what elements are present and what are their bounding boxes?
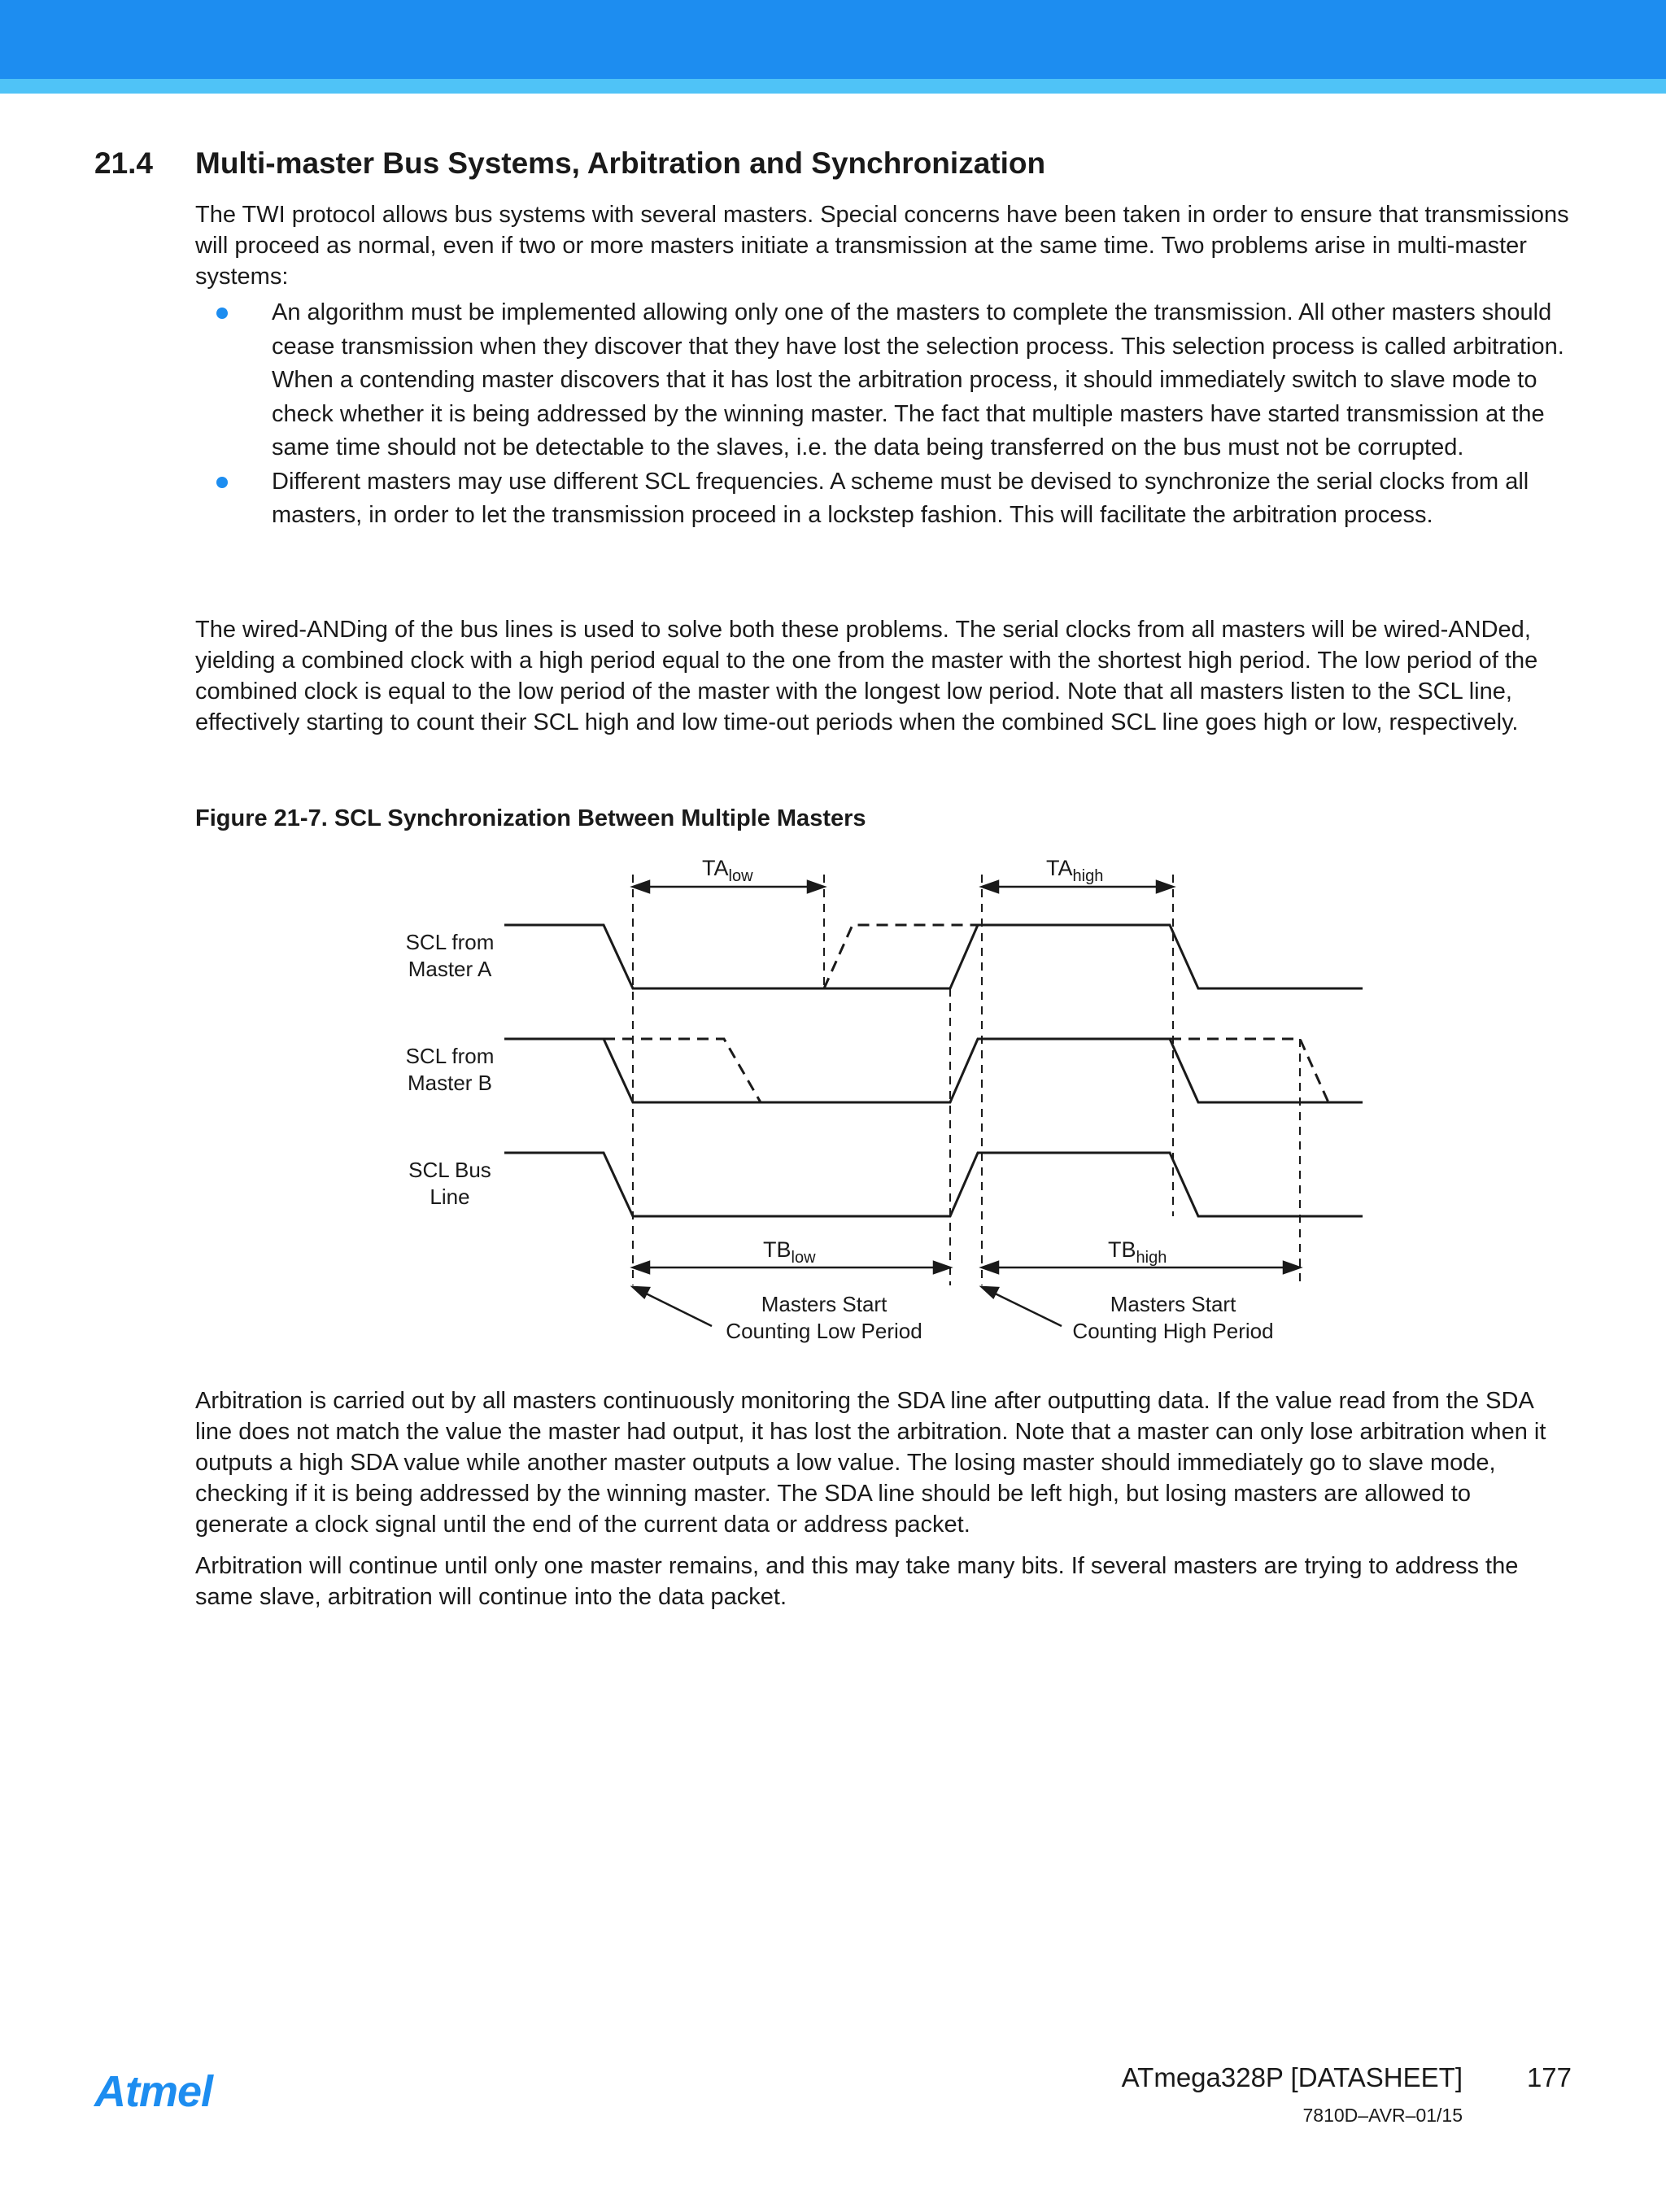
annot-low-line2: Counting Low Period — [726, 1319, 922, 1343]
signal-label: Line — [430, 1185, 470, 1209]
section-heading — [94, 146, 1045, 181]
figure-caption: Figure 21-7. SCL Synchronization Between Multiple Masters — [195, 805, 866, 831]
ta-low-arrow-left — [633, 881, 649, 892]
bullet-icon — [216, 477, 228, 488]
list-item-text: An algorithm must be implemented allowing only one of the masters to complete the transmission. All other masters should cease transmission when they discover that they have lost the selection process. This selection process is called arbitration. When a contending master discovers that it has lost the arbitration process, it should immediately switch to slave mode to check whether it is being addressed by the winning master. The fact that multiple masters have started transmission at the same time should not be detectable to the slaves, i.e. the data being transferred on the bus must not be corrupted. — [272, 299, 1564, 460]
footer-doc-code: 7810D–AVR–01/15 — [1302, 2105, 1463, 2126]
signal-label: Master A — [408, 957, 492, 981]
header-stripe — [0, 79, 1666, 94]
annot-high-arrowhead — [982, 1287, 998, 1298]
annot-high-line2: Counting High Period — [1072, 1319, 1274, 1343]
annot-high-line1: Masters Start — [1110, 1292, 1236, 1316]
atmel-logo: Atmel — [94, 2067, 213, 2116]
tb-low-arrow-right — [934, 1262, 950, 1273]
ta-low-label: $TA_{low}$ — [702, 856, 753, 885]
annot-low-line1: Masters Start — [761, 1292, 888, 1316]
ta-high-arrow-left — [982, 881, 998, 892]
scl-sync-timing-diagram — [390, 846, 1383, 1359]
tb-low-label: $TB_{low}$ — [763, 1237, 816, 1267]
footer-page-number: 177 — [1526, 2062, 1572, 2092]
arbitration-paragraph-2: Arbitration will continue until only one master remains, and this may take many bits. If several masters are trying to address the same slave, arbitration will continue into the data packet. — [195, 1553, 1519, 1610]
signal-label: SCL from — [405, 1044, 495, 1068]
signal-label: Master B — [407, 1071, 493, 1095]
tb-high-arrow-left — [982, 1262, 998, 1273]
header-bar — [0, 0, 1666, 79]
list-item — [195, 296, 1570, 465]
ta-high-label: $TA_{high}$ — [1046, 856, 1104, 885]
bullet-icon — [216, 308, 228, 319]
ta-high-arrow-right — [1157, 881, 1173, 892]
list-item-text: Different masters may use different SCL frequencies. A scheme must be devised to synchronize the serial clocks from all masters, in order to let the transmission proceed in a lockstep fashion. This will facilitate the arbitration process. — [272, 468, 1529, 528]
tb-low-arrow-left — [633, 1262, 649, 1273]
tb-high-label: $TB_{high}$ — [1108, 1237, 1167, 1267]
wired-anding-paragraph: The wired-ANDing of the bus lines is used to solve both these problems. The serial clocks from all masters will be wired-ANDed, yielding a combined clock with a high period equal to the one from the master with the shortest high period. The low period of the combined clock is equal to the low period of the master with the longest low period. Note that all masters listen to the SCL line, effectively starting to count their SCL high and low time-out periods when the combined SCL line goes high or low, respectively. — [195, 617, 1538, 735]
problem-list — [195, 296, 1570, 533]
section-title: Multi-master Bus Systems, Arbitration and Synchronization — [195, 146, 1046, 180]
list-item — [195, 465, 1570, 533]
tb-high-arrow-right — [1284, 1262, 1300, 1273]
annot-low-arrowhead — [633, 1287, 649, 1298]
ta-low-arrow-right — [808, 881, 824, 892]
signal-label: SCL Bus — [408, 1158, 491, 1182]
arbitration-paragraph-1: Arbitration is carried out by all masters continuously monitoring the SDA line after outputting data. If the value read from the SDA line does not match the value the master had output, it has lost the arbitration. Note that a master can only lose arbitration when it outputs a high SDA value while another master outputs a low value. The losing master should immediately go to slave mode, checking if it is being addressed by the winning master. The SDA line should be left high, but losing masters are allowed to generate a clock signal until the end of the current data or address packet. — [195, 1388, 1546, 1538]
section-number: 21.4 — [94, 146, 154, 180]
signal-label: SCL from — [405, 930, 495, 954]
intro-paragraph: The TWI protocol allows bus systems with several masters. Special concerns have been taken in order to ensure that transmissions will proceed as normal, even if two or more masters initiate a transmission at the same time. Two problems arise in multi-master systems: — [195, 202, 1569, 290]
footer-doc-title: ATmega328P [DATASHEET] — [1121, 2062, 1463, 2092]
